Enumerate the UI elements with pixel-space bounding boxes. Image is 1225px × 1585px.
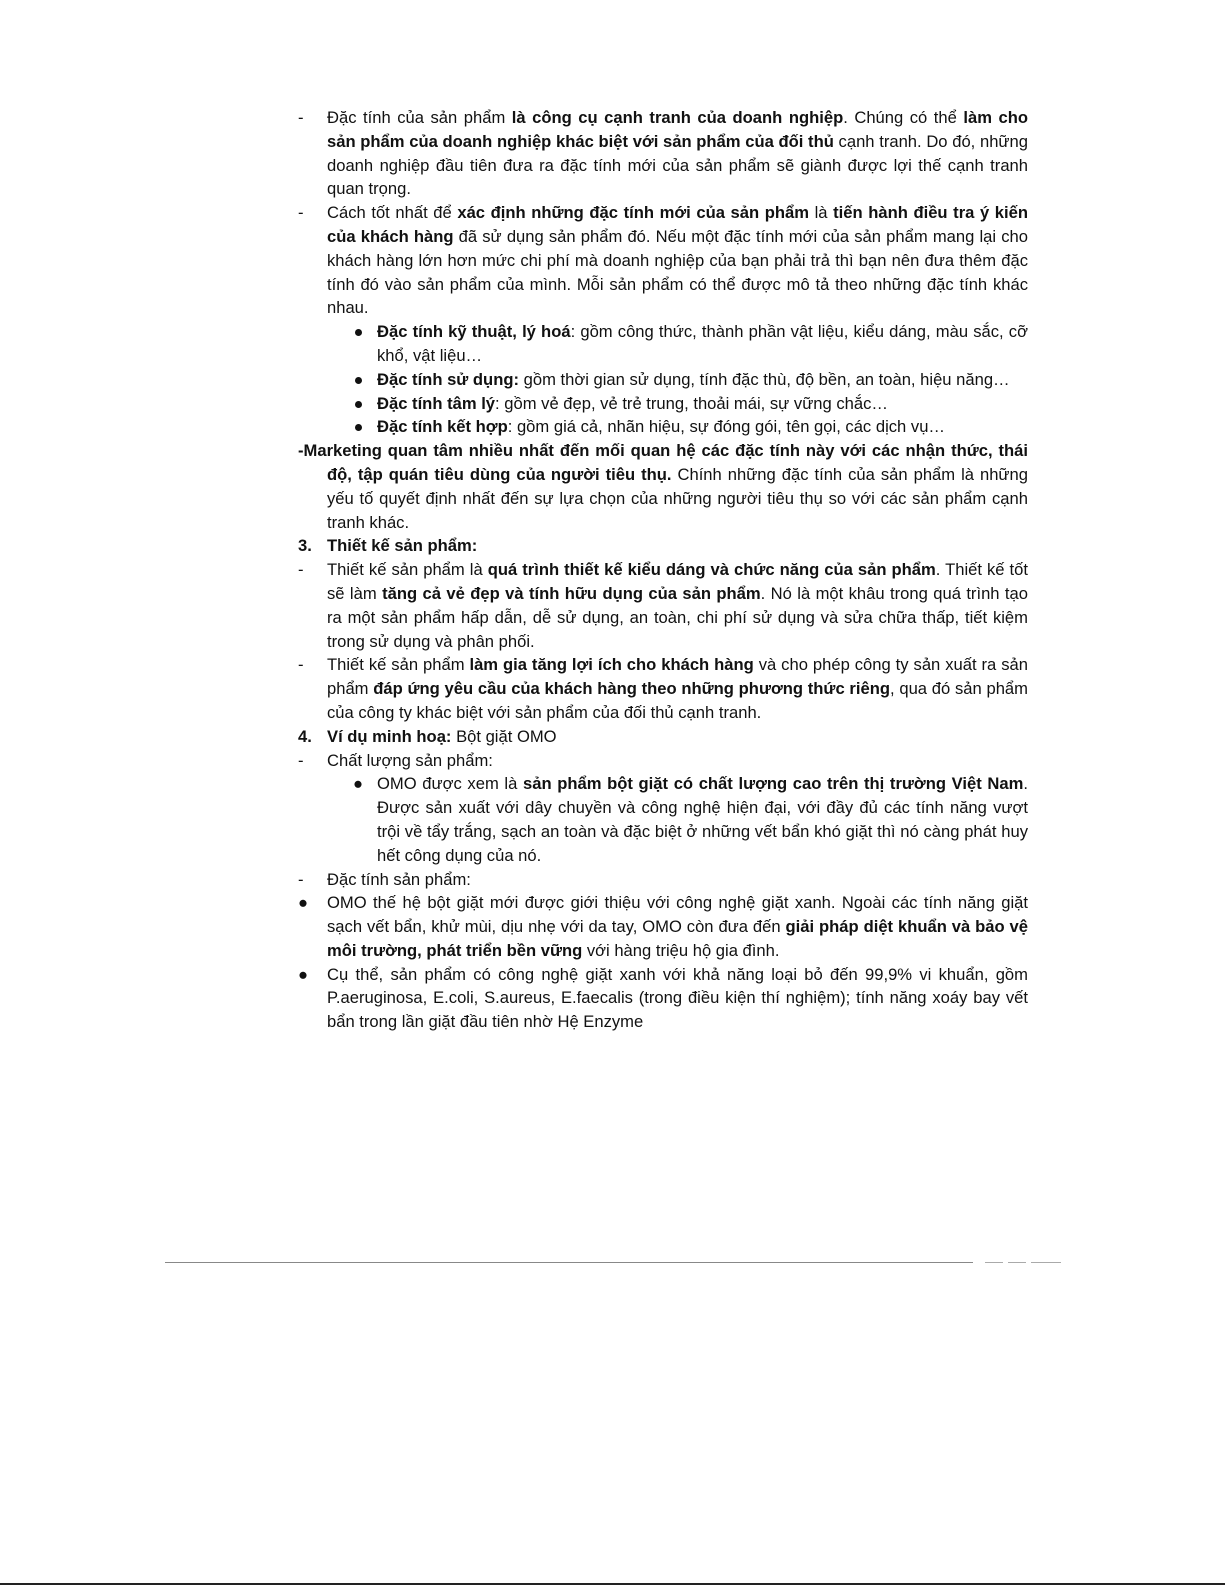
- text-run: . Thiết kế tốt sẽ làm: [327, 560, 1028, 603]
- text-run: và cho phép công ty sản xuất ra sản phẩm: [327, 655, 1028, 699]
- dash-marker: -: [298, 203, 304, 223]
- trait-item: [298, 415, 1028, 439]
- heading-title: Thiết kế sản phẩm:: [327, 536, 478, 556]
- bullet-icon: [353, 415, 377, 439]
- text-run: . Nó là một khâu trong quá trình tạo ra một sản phẩm hấp dẫn, dễ sử dụng, an toàn, chi phí sử dụng và sửa chữa thấp, tiết kiệm trong sử dụng và phân phối.: [327, 583, 1028, 651]
- trait-item: [298, 368, 1028, 392]
- trait-item: [298, 320, 1028, 368]
- text-run: . Chúng có thể: [843, 108, 964, 127]
- text-run: Chất lượng sản phẩm:: [327, 750, 493, 770]
- heading-subject: Bột giặt OMO: [451, 726, 557, 746]
- text-run: , qua đó sản phẩm của công ty khác biệt với sản phẩm của đối thủ cạnh tranh.: [327, 679, 1028, 722]
- trait-label: Đặc tính tâm lý: [377, 393, 496, 413]
- bold-run: sản phẩm bột giặt có chất lượng cao trên thị trường Việt Nam: [522, 774, 1024, 794]
- bold-run: xác định những đặc tính mới của sản phẩm: [457, 203, 809, 223]
- page-divider-dash: [1031, 1262, 1061, 1263]
- bold-run: tăng cả vẻ đẹp và tính hữu dụng của sản phẩm: [382, 583, 761, 603]
- heading-title: Ví dụ minh hoạ:: [327, 726, 452, 746]
- text-run: Thiết kế sản phẩm: [327, 655, 470, 675]
- dash-marker: -: [298, 108, 304, 127]
- paragraph-marketing-focus: [298, 439, 1028, 534]
- page-divider-dash: [1008, 1262, 1026, 1263]
- dash-marker: -: [298, 750, 304, 770]
- heading-number: 4.: [298, 726, 312, 746]
- text-run: Chính những đặc tính của sản phẩm là những yếu tố quyết định nhất đến sự lựa chọn của những người tiêu thụ so với các sản phẩm cạnh tranh khác.: [327, 464, 1028, 532]
- text-run: Đặc tính của sản phẩm: [327, 108, 512, 127]
- text-run: đã sử dụng sản phẩm đó. Nếu một đặc tính mới của sản phẩm mang lại cho khách hàng lớn hơn mức chi phí mà doanh nghiệp của bạn phải trả thì bạn nên đưa thêm đặc tính đó vào sản phẩm của mình. Mỗi sản phẩm có thể được mô tả theo những đặc tính khác nhau.: [327, 226, 1028, 318]
- trait-label: Đặc tính kết hợp: [377, 417, 508, 437]
- paragraph-design-benefits: [298, 653, 1028, 724]
- text-run: OMO thế hệ bột giặt mới được giới thiệu với công nghệ giặt xanh. Ngoài các tính năng giặt sạch vết bẩn, khử mùi, dịu nhẹ với da tay, OMO còn đưa đến: [327, 893, 1028, 937]
- text-run: Đặc tính sản phẩm:: [327, 869, 471, 889]
- trait-text: gồm thời gian sử dụng, tính đặc thù, độ bền, an toàn, hiệu năng…: [519, 369, 1010, 389]
- text-run: Cụ thể, sản phẩm có công nghệ giặt xanh với khả năng loại bỏ đến 99,9% vi khuẩn, gồm P.aeruginosa, E.coli, S.aureus, E.faecalis (trong điều kiện thí nghiệm); tính năng xoáy bay vết bẩn trong lần giặt đầu tiên nhờ Hệ Enzyme: [327, 964, 1028, 1032]
- paragraph-features-label: [298, 868, 1028, 892]
- dash-marker: -: [298, 560, 304, 580]
- trait-text: : gồm vẻ đẹp, vẻ trẻ trung, thoải mái, sự vững chắc…: [495, 393, 889, 413]
- bold-run: là công cụ cạnh tranh của doanh nghiệp: [511, 108, 844, 127]
- text-run: Cách tốt nhất để: [327, 203, 458, 223]
- paragraph-omo-quality: [298, 772, 1028, 867]
- bold-run: làm cho sản phẩm của doanh nghiệp khác biệt với sản phẩm của đối thủ: [327, 108, 1029, 151]
- heading-number: 3.: [298, 536, 312, 556]
- bullet-icon: [353, 392, 377, 416]
- bold-run: -Marketing quan tâm nhiều nhất đến mối quan hệ các đặc tính này với các nhận thức, thái độ, tập quán tiêu dùng của người tiêu thụ.: [298, 441, 1028, 484]
- trait-label: Đặc tính kỹ thuật, lý hoá: [377, 322, 571, 342]
- dash-marker: -: [298, 869, 304, 889]
- paragraph-omo-green-tech: [298, 891, 1028, 962]
- trait-text: : gồm giá cả, nhãn hiệu, sự đóng gói, tên gọi, các dịch vụ…: [507, 417, 946, 437]
- text-run: với hàng triệu hộ gia đình.: [582, 940, 780, 960]
- paragraph-product-features-competition: [298, 106, 1028, 201]
- dash-marker: -: [298, 655, 304, 675]
- paragraph-quality-label: [298, 749, 1028, 773]
- paragraph-identify-new-features: [298, 201, 1028, 320]
- paragraph-omo-details: [298, 963, 1028, 1034]
- trait-label: Đặc tính sử dụng:: [377, 369, 519, 389]
- bullet-icon: ●: [298, 964, 309, 984]
- text-run: OMO được xem là: [377, 774, 523, 794]
- bold-run: làm gia tăng lợi ích cho khách hàng: [469, 655, 754, 675]
- section-heading-3: [298, 534, 1028, 558]
- bold-run: đáp ứng yêu cầu của khách hàng theo những phương thức riêng: [373, 679, 890, 699]
- bullet-icon: ●: [353, 774, 364, 794]
- section-heading-4: [298, 725, 1028, 749]
- document-body: [298, 106, 1028, 1034]
- bullet-icon: ●: [298, 893, 309, 913]
- trait-item: [298, 392, 1028, 416]
- text-run: . Được sản xuất với dây chuyền và công nghệ hiện đại, với đầy đủ các tính năng vượt trội về tẩy trắng, sạch an toàn và đặc biệt ở những vết bẩn khó giặt thì nó càng phát huy hết công dụng của nó.: [377, 774, 1028, 865]
- text-run: là: [809, 203, 834, 223]
- page-divider-dash: [985, 1262, 1003, 1263]
- bold-run: quá trình thiết kế kiểu dáng và chức năng của sản phẩm: [487, 560, 936, 580]
- text-run: Thiết kế sản phẩm là: [327, 560, 488, 580]
- page-divider: [165, 1262, 973, 1263]
- text-run: cạnh tranh. Do đó, những doanh nghiệp đầu tiên đưa ra đặc tính mới của sản phẩm sẽ giành được lợi thế cạnh tranh quan trọng.: [327, 131, 1028, 199]
- bullet-icon: [353, 368, 377, 392]
- bullet-icon: [353, 320, 377, 344]
- paragraph-product-design: [298, 558, 1028, 653]
- bold-run: giải pháp diệt khuẩn và bảo vệ môi trường, phát triển bền vững: [327, 917, 1028, 960]
- trait-text: : gồm công thức, thành phần vật liệu, kiểu dáng, màu sắc, cỡ khổ, vật liệu…: [377, 322, 1028, 365]
- bold-run: tiến hành điều tra ý kiến của khách hàng: [327, 203, 1029, 246]
